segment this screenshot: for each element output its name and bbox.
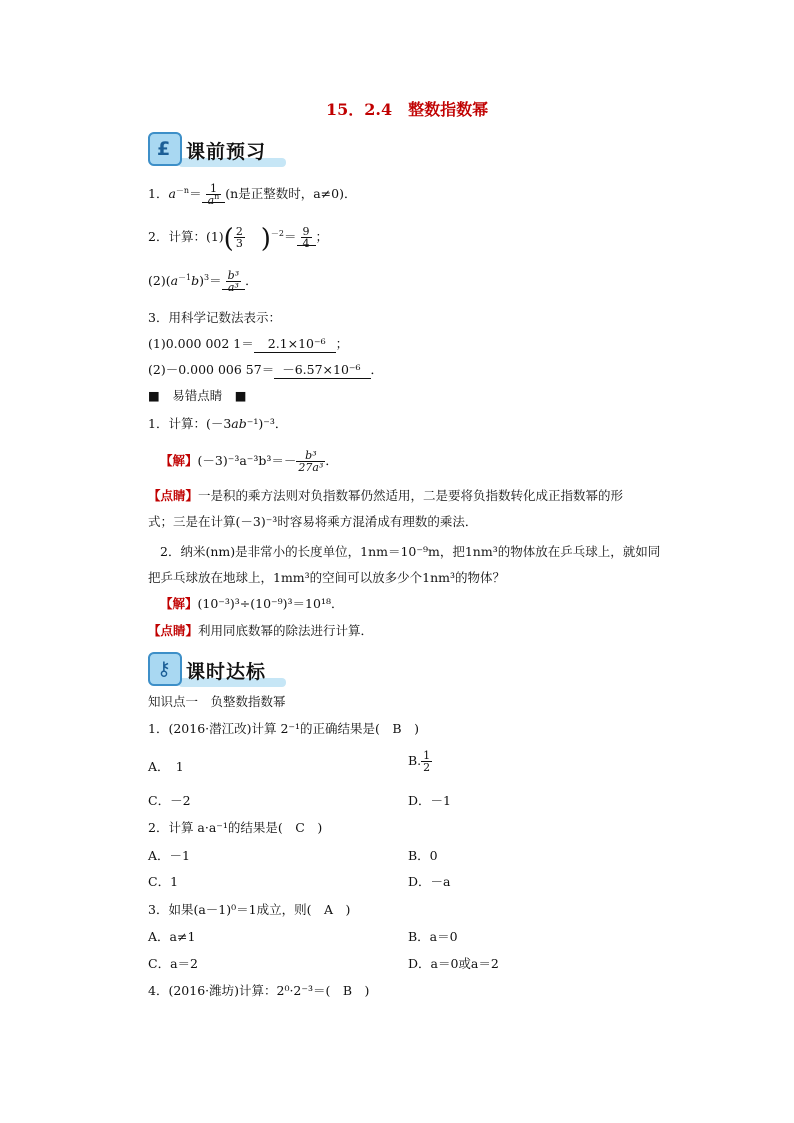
error-question-2-line2: 把乒乓球放在地球上，1mm³的空间可以放多少个1nm³的物体？ [148, 570, 506, 585]
option-c: C．a＝2 [148, 956, 198, 971]
note-tag: 【点睛】 [148, 623, 199, 638]
option-c: C．1 [148, 874, 179, 889]
fraction: $\frac{1}{2}$ [423, 749, 431, 774]
error-solution-2: 【解】(10⁻³)³÷(10⁻⁹)³＝10¹⁸． [160, 596, 344, 611]
preview-question-2b: $(2)(a^{-1}b)^3=$ $\frac{\text{b³}}{\text{a³}}$ ． [148, 269, 258, 294]
practice-question-4: 4．(2016·潍坊)计算：2⁰·2⁻³＝( B ) [148, 983, 370, 998]
error-note-2: 【点睛】利用同底数幂的除法进行计算． [148, 623, 374, 638]
fraction: $\frac{1}{a^n}$ [207, 182, 220, 207]
preview-question-2a: 2．计算：(1)( $\frac{2}{3}$ )$^{-2}$＝ $\frac{9}{4}$ ； [148, 224, 329, 254]
pound-icon: £ [148, 132, 182, 166]
error-note-1-line2: 式；三是在计算(－3)⁻³时容易将乘方混淆成有理数的乘法． [148, 514, 478, 529]
preview-question-3b: (2)－0.000 006 57＝ －6.57×10⁻⁶ ． [148, 362, 384, 377]
option-d: D．－1 [408, 793, 451, 808]
fraction: $\frac{9}{4}$ [302, 225, 310, 250]
preview-question-3a: (1)0.000 002 1＝ 2.1×10⁻⁶ ； [148, 336, 349, 351]
answer-blank [202, 182, 226, 207]
error-question-1: 1．计算：(－3ab⁻¹)⁻³． [148, 416, 288, 431]
option-d: D．－a [408, 874, 451, 889]
preview-question-3: 3．用科学记数法表示： [148, 310, 281, 325]
section-banner-practice [148, 652, 298, 686]
answer-blank: －6.57×10⁻⁶ [274, 362, 370, 379]
error-question-2-line1: 2．纳米(nm)是非常小的长度单位，1nm＝10⁻⁹m，把1nm³的物体放在乒乓球上，就如同 [160, 544, 661, 559]
fraction: $\frac{2}{3}$ [235, 225, 243, 250]
option-b: B．a＝0 [408, 929, 458, 944]
fraction: $\frac{\text{b³}}{\text{a³}}$ [227, 269, 240, 294]
option-a: A． 1 [148, 759, 184, 774]
practice-question-2: 2．计算 a·a⁻¹的结果是( C ) [148, 820, 323, 835]
fraction: $\frac{\text{b³}}{\text{27a³}}$ [298, 449, 324, 474]
practice-question-1: 1．(2016·潜江改)计算 2⁻¹的正确结果是( B ) [148, 721, 419, 736]
key-icon: ⚷ [148, 652, 182, 686]
answer-blank [297, 225, 316, 250]
section-banner-preview [148, 132, 298, 166]
solution-tag: 【解】 [160, 453, 198, 468]
section-title-preview: 课前预习 [186, 141, 267, 163]
answer-blank [222, 269, 245, 294]
option-b: B．0 [408, 848, 438, 863]
section-title-practice: 课时达标 [186, 661, 267, 683]
solution-tag: 【解】 [160, 596, 198, 611]
error-solution-1: 【解】(－3)⁻³a⁻³b³＝－ $\frac{\text{b³}}{\text{27a³}}$ ． [160, 449, 338, 474]
knowledge-point-1: 知识点一 负整数指数幂 [148, 694, 286, 709]
option-a: A．a≠1 [148, 929, 196, 944]
preview-question-1: 1．$a^{-n}=$ $\frac{1}{a^n}$ (n是正整数时，a≠0)． [148, 182, 357, 207]
option-d: D．a＝0或a＝2 [408, 956, 499, 971]
answer-blank: 2.1×10⁻⁶ [254, 336, 336, 353]
error-note-1-line1: 【点睛】一是积的乘方法则对负指数幂仍然适用，二是要将负指数转化成正指数幂的形 [148, 488, 624, 503]
option-c: C．－2 [148, 793, 191, 808]
page-title: 15．2.4 整数指数幂 [326, 100, 489, 119]
practice-question-3: 3．如果(a－1)⁰＝1成立，则( A ) [148, 902, 351, 917]
option-a: A．－1 [148, 848, 190, 863]
note-tag: 【点睛】 [148, 488, 199, 503]
option-b: B. $\frac{1}{2}$ [408, 749, 431, 774]
error-tips-header: ■ 易错点睛 ■ [148, 388, 247, 403]
